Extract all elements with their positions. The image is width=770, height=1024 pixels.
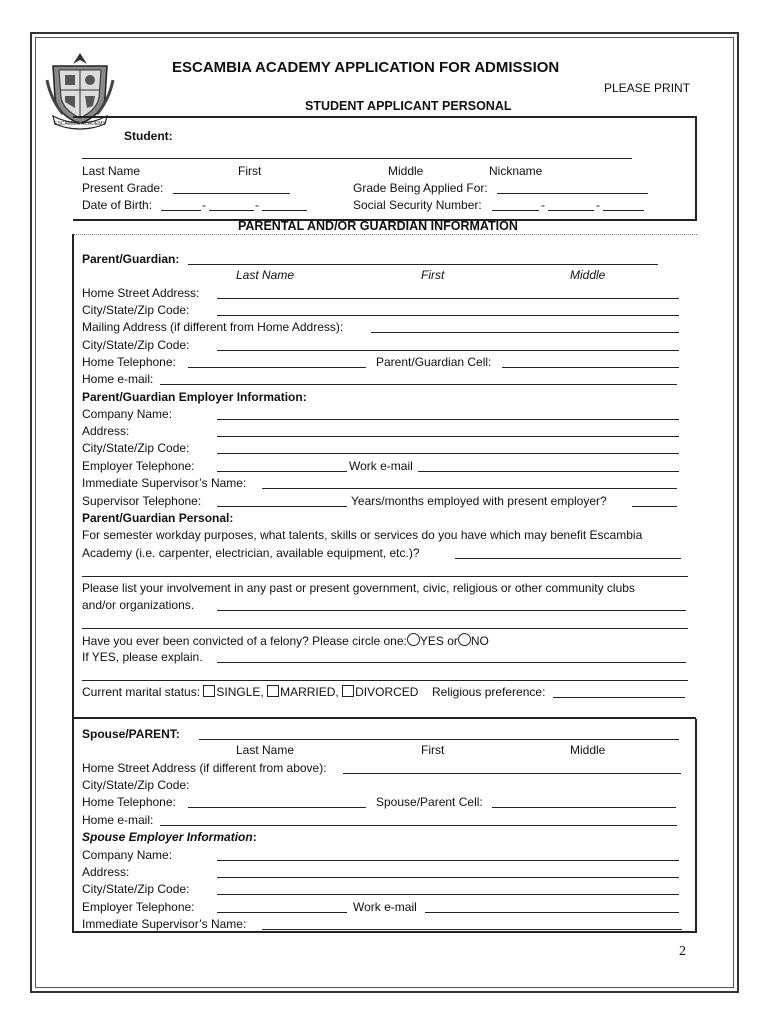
supervisor-telephone-label: Supervisor Telephone: [82, 494, 202, 508]
spouse-home-telephone-field[interactable] [188, 807, 366, 808]
home-street-field[interactable] [217, 298, 679, 299]
spouse-first-caption: First [421, 743, 445, 757]
religious-preference-field[interactable] [553, 697, 685, 698]
guardian-first-caption: First [421, 268, 445, 282]
spouse-work-email-field[interactable] [425, 912, 679, 913]
involvement-answer-field-2[interactable] [82, 628, 688, 629]
grade-applied-label: Grade Being Applied For: [353, 181, 488, 195]
supervisor-name-label: Immediate Supervisor’s Name: [82, 476, 247, 490]
employer-address-label: Address: [82, 424, 130, 438]
guardian-label: Parent/Guardian: [82, 252, 180, 266]
spouse-employer-city-state-zip-label: City/State/Zip Code: [82, 882, 190, 896]
please-print-note: PLEASE PRINT [604, 81, 691, 95]
ssn-separator: - [596, 198, 600, 212]
crest-banner-text: ESCAMBIA ACADEMY [54, 121, 106, 127]
employer-address-field[interactable] [217, 436, 679, 437]
student-label: Student: [124, 129, 173, 143]
supervisor-telephone-field[interactable] [217, 506, 347, 507]
grade-applied-field[interactable] [497, 193, 648, 194]
ssn-part2-field[interactable] [548, 210, 594, 211]
guardian-middle-caption: Middle [570, 268, 606, 282]
divorced-label: DIVORCED [355, 685, 419, 699]
spouse-company-name-label: Company Name: [82, 848, 173, 862]
guardian-last-name-caption: Last Name [236, 268, 295, 282]
spouse-city-state-zip-label: City/State/Zip Code: [82, 778, 190, 792]
spouse-box-right-border [695, 719, 697, 933]
dob-label: Date of Birth: [82, 198, 153, 212]
religious-preference-label: Religious preference: [432, 685, 546, 699]
felony-explain-field[interactable] [217, 662, 686, 663]
section-title-parental: PARENTAL AND/OR GUARDIAN INFORMATION [238, 219, 518, 233]
no-circle-option[interactable] [458, 633, 471, 646]
single-label: SINGLE, [216, 685, 264, 699]
guardian-cell-field[interactable] [502, 367, 679, 368]
spouse-employer-header-colon: : [252, 830, 257, 844]
employer-city-state-zip-label: City/State/Zip Code: [82, 441, 190, 455]
spouse-last-name-caption: Last Name [236, 743, 295, 757]
spouse-cell-label: Spouse/Parent Cell: [376, 795, 483, 809]
guardian-personal-header: Parent/Guardian Personal: [82, 511, 234, 525]
spouse-cell-field[interactable] [492, 807, 676, 808]
involvement-question-line1: Please list your involvement in any past or present government, civic, religious or other community clubs [82, 581, 635, 595]
student-first-caption: First [238, 164, 262, 178]
dob-separator: - [255, 198, 259, 212]
school-crest-logo [45, 50, 115, 132]
present-grade-label: Present Grade: [82, 181, 164, 195]
spouse-employer-address-label: Address: [82, 865, 130, 879]
spouse-home-street-field[interactable] [343, 773, 681, 774]
felony-explain-field-2[interactable] [82, 680, 688, 681]
mailing-city-state-zip-label: City/State/Zip Code: [82, 338, 190, 352]
home-email-field[interactable] [160, 384, 677, 385]
work-email-label: Work e-mail [349, 459, 413, 473]
dob-year-field[interactable] [262, 210, 307, 211]
involvement-answer-field[interactable] [217, 610, 686, 611]
student-box-top-border [73, 116, 697, 118]
marital-status-row [82, 685, 418, 700]
ssn-separator: - [541, 198, 545, 212]
felony-question [82, 633, 489, 649]
home-street-label: Home Street Address: [82, 286, 200, 300]
talents-question-line1: For semester workday purposes, what talents, skills or services do you have which may benefit Escambia [82, 528, 643, 542]
mailing-city-state-zip-field[interactable] [217, 350, 679, 351]
supervisor-name-field[interactable] [262, 488, 677, 489]
parental-box-bottom-border [72, 717, 696, 719]
spouse-middle-caption: Middle [570, 743, 606, 757]
employer-info-header: Parent/Guardian Employer Information: [82, 390, 307, 404]
spouse-name-field[interactable] [199, 739, 679, 740]
work-email-field[interactable] [418, 471, 679, 472]
home-email-label: Home e-mail: [82, 372, 154, 386]
single-checkbox[interactable] [203, 685, 215, 697]
spouse-home-email-field[interactable] [160, 825, 677, 826]
spouse-company-name-field[interactable] [217, 860, 679, 861]
ssn-part3-field[interactable] [603, 210, 644, 211]
spouse-supervisor-name-label: Immediate Supervisor’s Name: [82, 917, 247, 931]
home-telephone-field[interactable] [188, 367, 366, 368]
guardian-name-field[interactable] [188, 264, 658, 265]
spouse-employer-address-field[interactable] [217, 877, 679, 878]
mailing-address-field[interactable] [371, 332, 679, 333]
dob-month-field[interactable] [161, 210, 201, 211]
spouse-employer-header-text: Spouse Employer Information [82, 830, 253, 844]
spouse-home-street-label: Home Street Address (if different from above): [82, 761, 327, 775]
ssn-label: Social Security Number: [353, 198, 482, 212]
parental-box-left-border [72, 234, 74, 719]
spouse-employer-info-header [82, 830, 257, 845]
employer-telephone-field[interactable] [217, 471, 347, 472]
student-middle-caption: Middle [388, 164, 424, 178]
mailing-address-label: Mailing Address (if different from Home Address): [82, 320, 344, 334]
city-state-zip-label: City/State/Zip Code: [82, 303, 190, 317]
city-state-zip-field[interactable] [217, 315, 679, 316]
guardian-cell-label: Parent/Guardian Cell: [376, 355, 492, 369]
employer-telephone-label: Employer Telephone: [82, 459, 195, 473]
married-label: MARRIED, [280, 685, 339, 699]
student-last-name-caption: Last Name [82, 164, 141, 178]
spouse-employer-telephone-label: Employer Telephone: [82, 900, 195, 914]
talents-answer-field-2[interactable] [82, 576, 688, 577]
parental-box-top-border [73, 234, 697, 235]
form-title: ESCAMBIA ACADEMY APPLICATION FOR ADMISSION [172, 59, 560, 76]
married-checkbox[interactable] [267, 685, 279, 697]
company-name-label: Company Name: [82, 407, 173, 421]
student-name-field[interactable] [82, 158, 632, 159]
talents-answer-field[interactable] [455, 558, 681, 559]
felony-explain-label: If YES, please explain. [82, 650, 203, 664]
company-name-field[interactable] [217, 419, 679, 420]
divorced-checkbox[interactable] [342, 685, 354, 697]
present-grade-field[interactable] [173, 193, 290, 194]
spouse-home-telephone-label: Home Telephone: [82, 795, 176, 809]
talents-question-line2: Academy (i.e. carpenter, electrician, available equipment, etc.)? [82, 546, 420, 560]
employer-city-state-zip-field[interactable] [217, 453, 679, 454]
involvement-question-line2: and/or organizations. [82, 598, 195, 612]
section-title-student: STUDENT APPLICANT PERSONAL [305, 99, 512, 113]
dob-day-field[interactable] [209, 210, 254, 211]
page-number: 2 [679, 944, 686, 959]
spouse-employer-telephone-field[interactable] [217, 912, 347, 913]
spouse-label: Spouse/PARENT: [82, 727, 180, 741]
years-employed-label: Years/months employed with present employer? [351, 494, 607, 508]
spouse-supervisor-name-field[interactable] [262, 929, 682, 930]
yes-circle-option[interactable] [407, 633, 420, 646]
student-box-right-border [695, 116, 697, 220]
home-telephone-label: Home Telephone: [82, 355, 176, 369]
no-label: NO [470, 634, 489, 648]
spouse-home-email-label: Home e-mail: [82, 813, 154, 827]
marital-status-label: Current marital status: [82, 685, 201, 699]
student-nickname-caption: Nickname [489, 164, 543, 178]
yes-label: YES or [419, 634, 458, 648]
spouse-work-email-label: Work e-mail [353, 900, 417, 914]
dob-separator: - [202, 198, 206, 212]
ssn-part1-field[interactable] [492, 210, 539, 211]
spouse-box-left-border [72, 719, 74, 933]
years-employed-field[interactable] [632, 506, 677, 507]
felony-question-text: Have you ever been convicted of a felony? Please circle one: [82, 634, 407, 648]
spouse-employer-city-state-zip-field[interactable] [217, 894, 679, 895]
